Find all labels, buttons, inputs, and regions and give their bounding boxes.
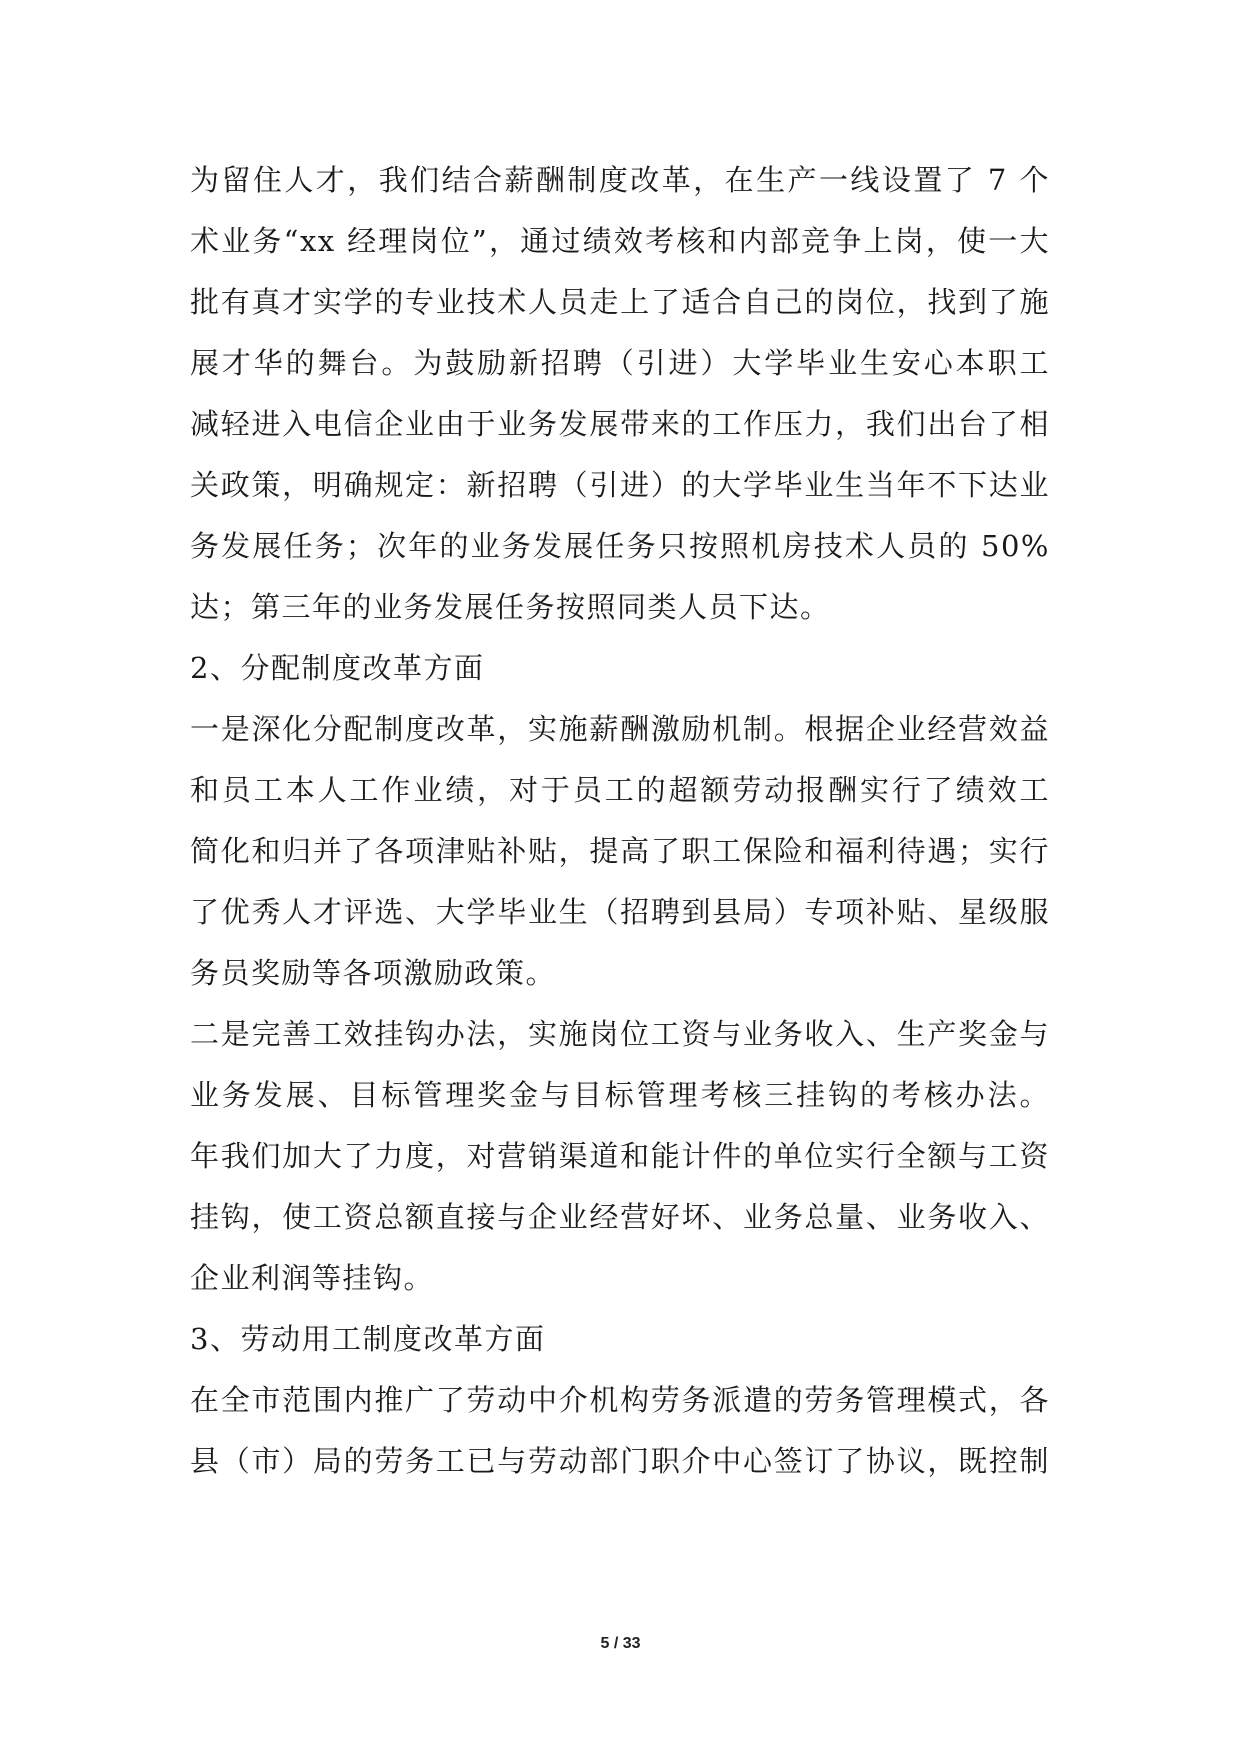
text-line: 展才华的舞台。为鼓励新招聘（引进）大学毕业生安心本职工 xyxy=(190,346,1050,380)
text-line: 关政策，明确规定：新招聘（引进）的大学毕业生当年不下达业 xyxy=(190,468,1050,502)
text-line: 一是深化分配制度改革，实施薪酬激励机制。根据企业经营效益 xyxy=(190,712,1050,746)
document-body xyxy=(190,150,1050,1492)
text-line: 术业务“xx 经理岗位”，通过绩效考核和内部竞争上岗，使一大 xyxy=(190,224,1050,258)
text-line: 批有真才实学的专业技术人员走上了适合自己的岗位，找到了施 xyxy=(190,285,1050,319)
text-line: 二是完善工效挂钩办法，实施岗位工资与业务收入、生产奖金与 xyxy=(190,1017,1050,1051)
text-line: 了优秀人才评选、大学毕业生（招聘到县局）专项补贴、星级服 xyxy=(190,895,1050,929)
section-heading: 3、劳动用工制度改革方面 xyxy=(190,1322,546,1356)
text-line: 挂钩，使工资总额直接与企业经营好坏、业务总量、业务收入、 xyxy=(190,1200,1050,1234)
text-line: 简化和归并了各项津贴补贴，提高了职工保险和福利待遇；实行 xyxy=(190,834,1050,868)
text-line: 业务发展、目标管理奖金与目标管理考核三挂钩的考核办法。 xyxy=(190,1078,1050,1112)
text-line: 为留住人才，我们结合薪酬制度改革，在生产一线设置了 7 个 xyxy=(190,163,1050,197)
section-heading: 2、分配制度改革方面 xyxy=(190,651,485,685)
text-line: 务员奖励等各项激励政策。 xyxy=(190,956,557,990)
text-line: 和员工本人工作业绩，对于员工的超额劳动报酬实行了绩效工 xyxy=(190,773,1050,807)
text-line: 减轻进入电信企业由于业务发展带来的工作压力，我们出台了相 xyxy=(190,407,1050,441)
text-line: 务发展任务；次年的业务发展任务只按照机房技术人员的 50% xyxy=(190,529,1050,563)
text-line: 在全市范围内推广了劳动中介机构劳务派遣的劳务管理模式，各 xyxy=(190,1383,1050,1417)
text-line: 企业利润等挂钩。 xyxy=(190,1261,435,1295)
text-line: 达；第三年的业务发展任务按照同类人员下达。 xyxy=(190,590,831,624)
text-line: 县（市）局的劳务工已与劳动部门职介中心签订了协议，既控制 xyxy=(190,1444,1050,1478)
page-number: 5 / 33 xyxy=(600,1635,641,1652)
text-line: 年我们加大了力度，对营销渠道和能计件的单位实行全额与工资 xyxy=(190,1139,1050,1173)
